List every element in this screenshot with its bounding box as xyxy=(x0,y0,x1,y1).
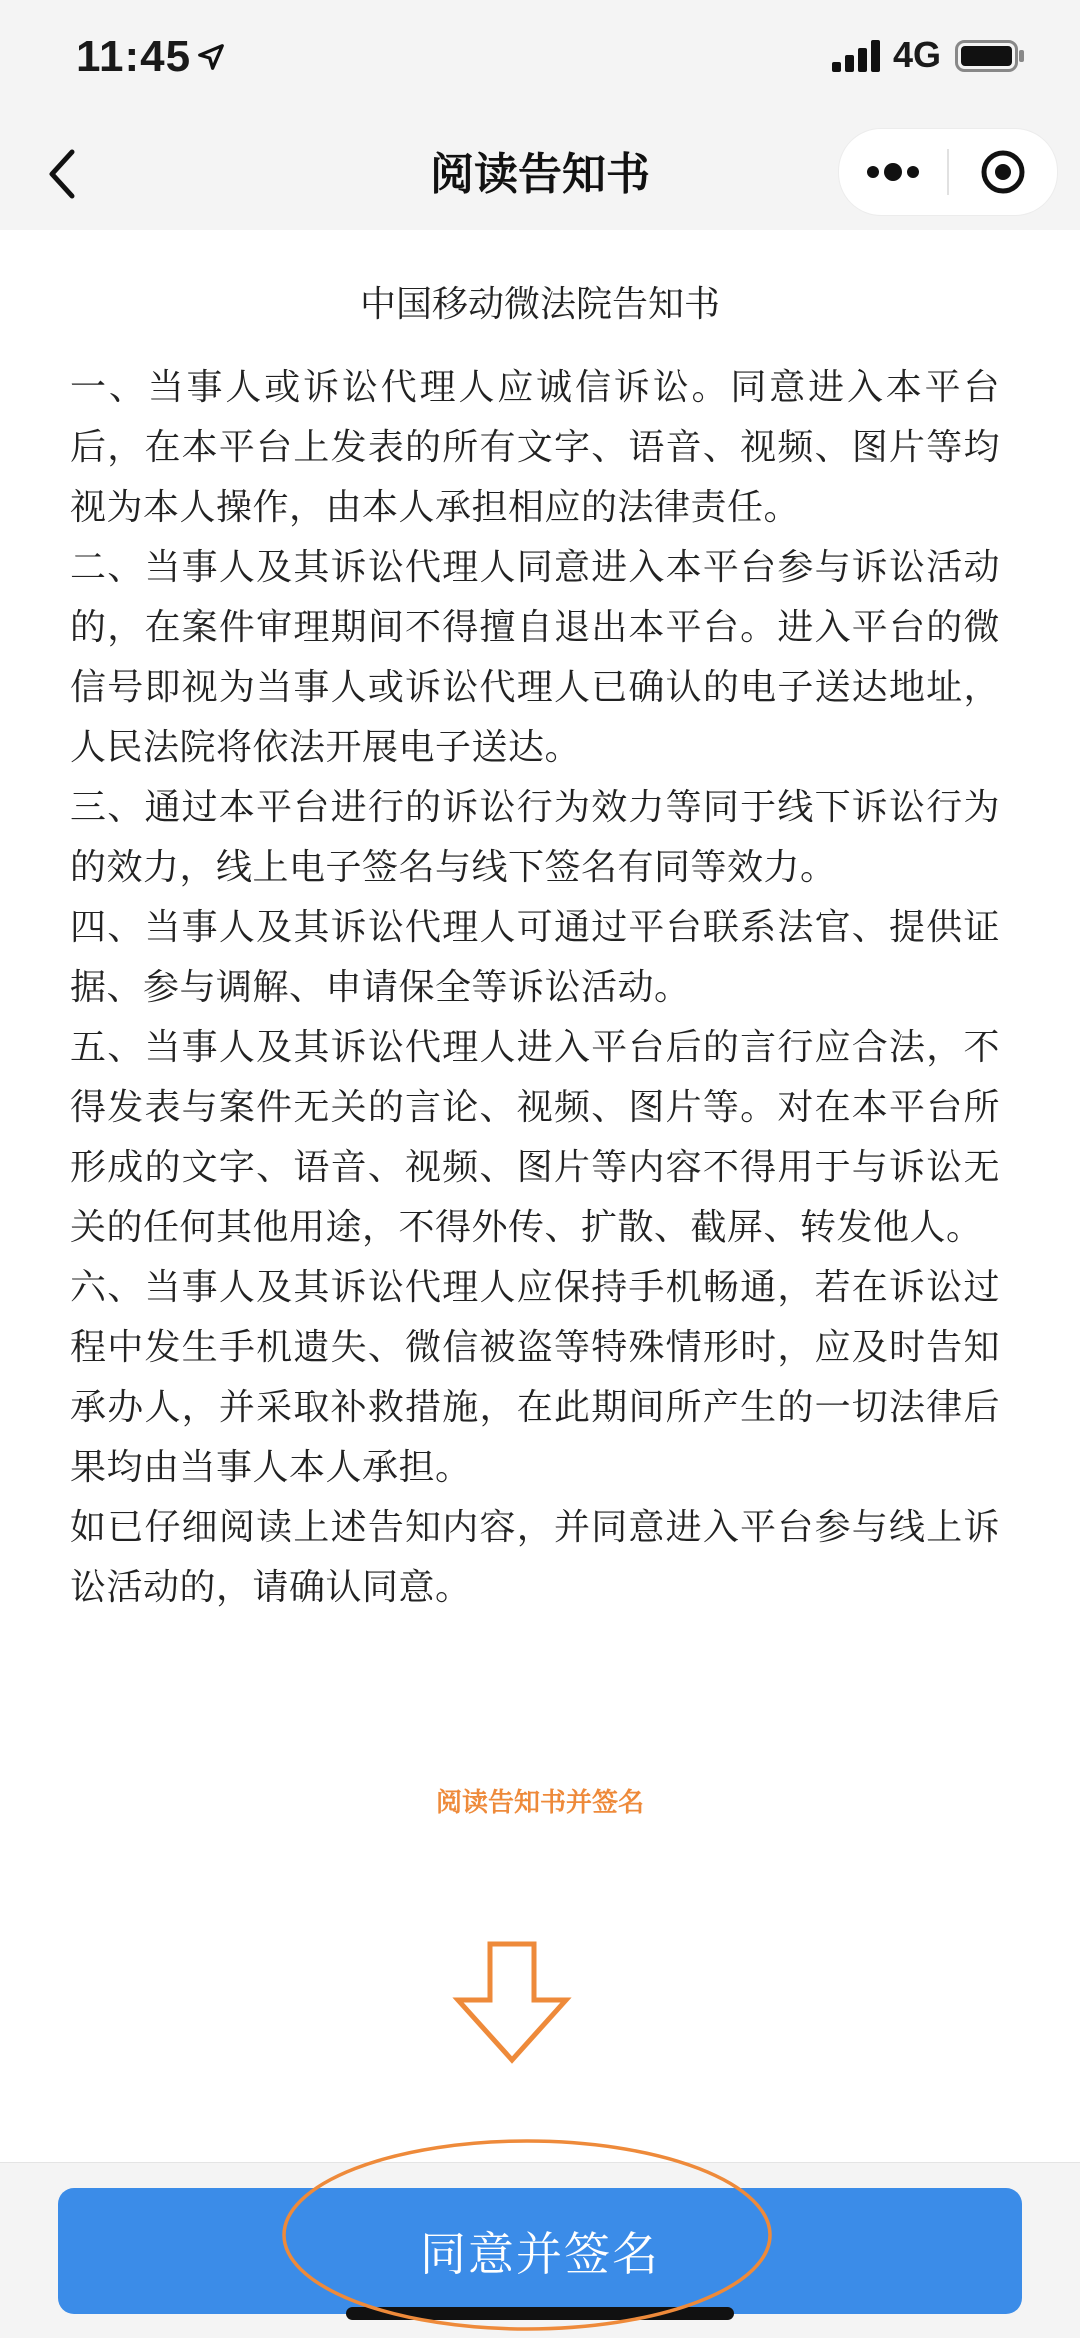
mini-program-capsule xyxy=(838,128,1058,216)
network-type: 4G xyxy=(893,34,942,75)
notice-paragraph-3: 三、通过本平台进行的诉讼行为效力等同于线下诉讼行为的效力，线上电子签名与线下签名有同等效力。 xyxy=(70,787,1000,888)
notice-content xyxy=(0,230,1080,2162)
more-dots-icon[interactable] xyxy=(839,129,947,215)
confirmation-paragraph: 如已仔细阅读上述告知内容，并同意进入平台参与线上诉讼活动的，请确认同意。 xyxy=(70,1507,1000,1608)
status-time: 11:45 xyxy=(76,32,192,81)
notice-paragraph-5: 五、当事人及其诉讼代理人进入平台后的言行应合法，不得发表与案件无关的言论、视频、图片等。对在本平台所形成的文字、语音、视频、图片等内容不得用于与诉讼无关的任何其他用途，不得外传、扩散、截屏、转发他人。 xyxy=(70,1027,1000,1248)
down-arrow-outline-icon xyxy=(452,1940,572,2065)
document-body xyxy=(70,358,1000,1618)
notice-paragraph-2: 二、当事人及其诉讼代理人同意进入本平台参与诉讼活动的，在案件审理期间不得擅自退出本平台。进入平台的微信号即视为当事人或诉讼代理人已确认的电子送达地址，人民法院将依法开展电子送达。 xyxy=(70,547,1000,768)
signal-bars-icon xyxy=(832,40,882,72)
status-bar xyxy=(0,0,1080,120)
battery-icon xyxy=(955,40,1025,72)
notice-paragraph-1: 一、当事人或诉讼代理人应诚信诉讼。同意进入本平台后，在本平台上发表的所有文字、语音、视频、图片等均视为本人操作，由本人承担相应的法律责任。 xyxy=(70,367,1000,528)
annotation-label: 阅读告知书并签名 xyxy=(435,1788,644,1818)
bottom-bar xyxy=(0,2162,1080,2338)
notice-paragraph-6: 六、当事人及其诉讼代理人应保持手机畅通，若在诉讼过程中发生手机遗失、微信被盗等特殊情形时，应及时告知承办人，并采取补救措施，在此期间所产生的一切法律后果均由当事人本人承担。 xyxy=(70,1267,1000,1488)
back-button[interactable] xyxy=(38,142,88,206)
agree-and-sign-button[interactable]: 同意并签名 xyxy=(58,2188,1022,2314)
page-title: 阅读告知书 xyxy=(430,149,650,200)
notice-paragraph-4: 四、当事人及其诉讼代理人可通过平台联系法官、提供证据、参与调解、申请保全等诉讼活动。 xyxy=(70,907,1000,1008)
home-indicator xyxy=(346,2307,734,2320)
chevron-left-icon xyxy=(52,152,72,196)
target-close-icon[interactable] xyxy=(949,129,1057,215)
location-arrow-icon xyxy=(196,42,226,72)
document-title: 中国移动微法院告知书 xyxy=(359,284,720,325)
nav-bar xyxy=(0,120,1080,230)
